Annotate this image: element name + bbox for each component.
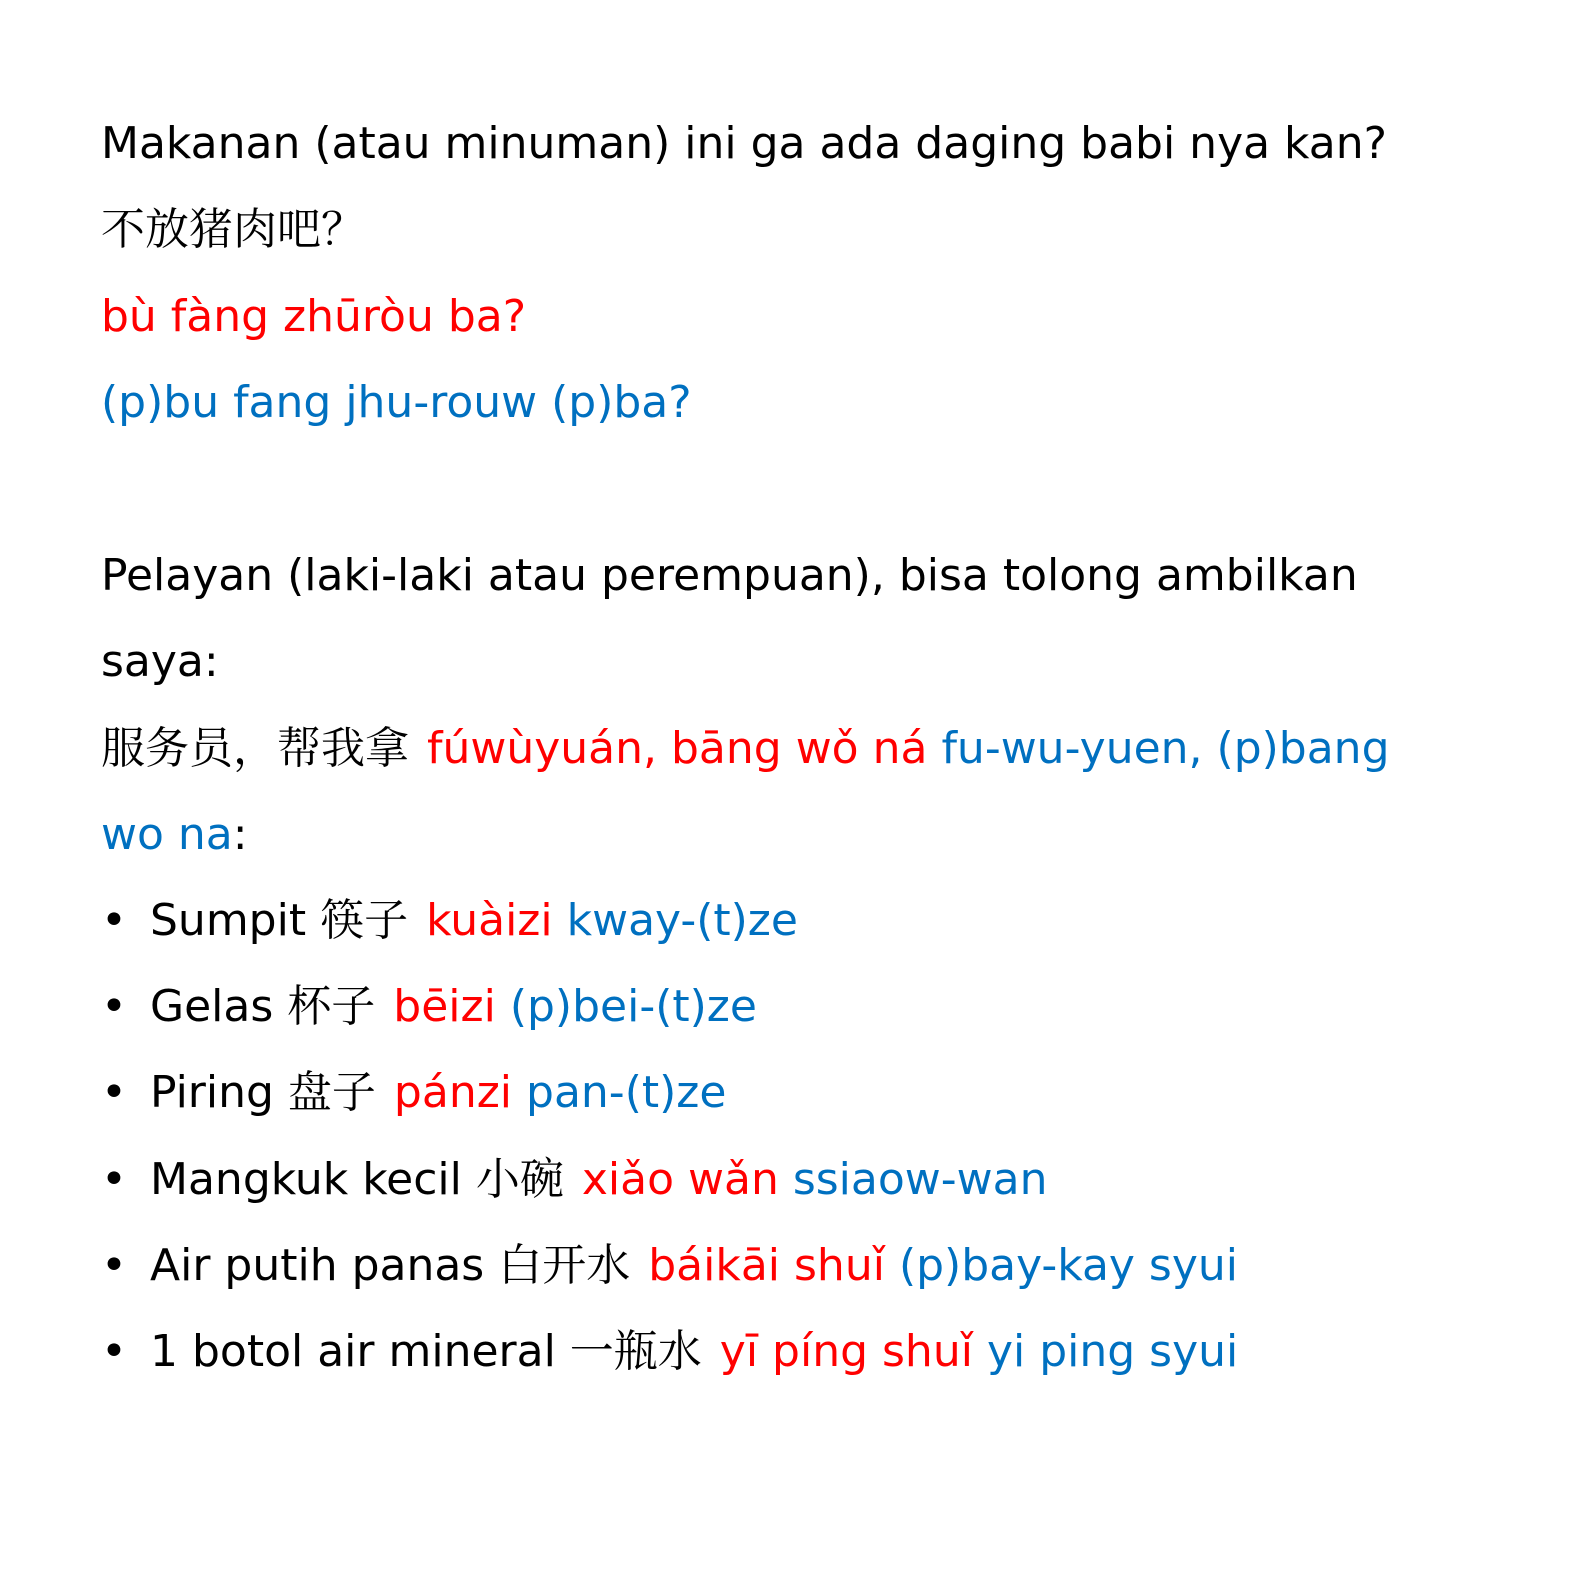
item-phonetic: ssiaow-wan — [792, 1154, 1048, 1205]
request-pinyin: fúwùyuán, bāng wǒ ná — [427, 723, 928, 774]
request-indonesian-line1: Pelayan (laki-laki atau perempuan), bisa tolong ambilkan — [101, 550, 1358, 601]
item-chinese: 一瓶水 — [569, 1326, 702, 1377]
item-indonesian: Sumpit — [150, 895, 307, 946]
bullet-icon: • — [101, 1240, 127, 1291]
question-chinese: 不放猪肉吧？ — [101, 204, 365, 255]
request-phonetic-line2: wo na — [101, 809, 233, 860]
item-pinyin: báikāi shuǐ — [648, 1240, 885, 1291]
request-phonetic-line1: fu-wu-yuen, (p)bang — [941, 723, 1390, 774]
list-item — [101, 977, 757, 1037]
bullet-icon: • — [101, 1326, 127, 1377]
item-phonetic: yi ping syui — [986, 1326, 1239, 1377]
bullet-icon: • — [101, 895, 127, 946]
list-item — [101, 1236, 1238, 1296]
request-indonesian-line2: saya: — [101, 636, 219, 687]
item-phonetic: (p)bay-kay syui — [898, 1240, 1239, 1291]
item-phonetic: kway-(t)ze — [566, 895, 798, 946]
list-item — [101, 891, 798, 951]
list-item — [101, 1150, 1047, 1210]
bullet-icon: • — [101, 1067, 127, 1118]
item-chinese: 杯子 — [287, 981, 376, 1032]
item-chinese: 小碗 — [475, 1154, 564, 1205]
bullet-icon: • — [101, 1154, 127, 1205]
question-indonesian: Makanan (atau minuman) ini ga ada daging babi nya kan? — [101, 118, 1387, 169]
item-chinese: 白开水 — [498, 1240, 631, 1291]
item-indonesian: Gelas — [150, 981, 274, 1032]
item-pinyin: xiǎo wǎn — [581, 1154, 779, 1205]
item-chinese: 盘子 — [287, 1067, 376, 1118]
item-indonesian: Air putih panas — [150, 1240, 485, 1291]
list-item — [101, 1063, 726, 1123]
item-phonetic: (p)bei-(t)ze — [509, 981, 757, 1032]
question-pinyin: bù fàng zhūròu ba? — [101, 291, 527, 342]
item-phonetic: pan-(t)ze — [526, 1067, 727, 1118]
item-pinyin: pánzi — [393, 1067, 513, 1118]
item-pinyin: yī píng shuǐ — [719, 1326, 973, 1377]
request-translation-line — [101, 719, 1390, 779]
item-indonesian: 1 botol air mineral — [150, 1326, 556, 1377]
request-chinese: 服务员，帮我拿 — [101, 723, 409, 774]
request-colon: : — [232, 809, 248, 860]
question-phonetic: (p)bu fang jhu-rouw (p)ba? — [101, 377, 692, 428]
item-pinyin: kuàizi — [426, 895, 553, 946]
item-chinese: 筷子 — [320, 895, 409, 946]
request-phonetic-continuation — [101, 805, 248, 865]
item-pinyin: bēizi — [393, 981, 496, 1032]
item-indonesian: Piring — [150, 1067, 274, 1118]
list-item — [101, 1322, 1238, 1382]
bullet-icon: • — [101, 981, 127, 1032]
item-indonesian: Mangkuk kecil — [150, 1154, 462, 1205]
